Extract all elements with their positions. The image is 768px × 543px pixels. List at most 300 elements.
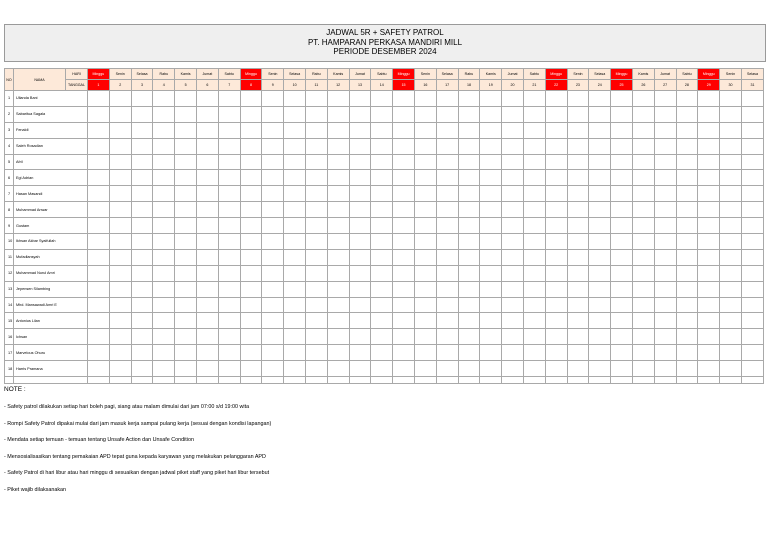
schedule-cell	[240, 377, 262, 384]
schedule-cell	[109, 249, 131, 265]
schedule-cell	[349, 297, 371, 313]
schedule-cell	[567, 249, 589, 265]
day-header: Senin	[262, 69, 284, 80]
date-header: 7	[218, 80, 240, 91]
schedule-cell	[545, 218, 567, 234]
schedule-cell	[88, 377, 110, 384]
day-header: Kamis	[175, 69, 197, 80]
schedule-cell	[502, 91, 524, 107]
schedule-cell	[218, 170, 240, 186]
schedule-cell	[698, 170, 720, 186]
table-row	[5, 297, 764, 313]
schedule-cell	[698, 106, 720, 122]
patrol-cell	[523, 313, 545, 329]
schedule-cell	[153, 91, 175, 107]
schedule-cell	[611, 154, 633, 170]
schedule-cell	[523, 106, 545, 122]
schedule-cell	[676, 361, 698, 377]
schedule-cell	[502, 202, 524, 218]
row-name: Gustam	[14, 218, 88, 234]
schedule-cell	[414, 361, 436, 377]
schedule-cell	[349, 218, 371, 234]
patrol-cell	[654, 234, 676, 250]
schedule-cell	[436, 265, 458, 281]
patrol-cell	[262, 122, 284, 138]
schedule-cell	[567, 202, 589, 218]
header-row-dates	[5, 80, 764, 91]
schedule-cell	[741, 265, 763, 281]
patrol-cell	[131, 329, 153, 345]
date-header: 25	[611, 80, 633, 91]
schedule-cell	[109, 154, 131, 170]
note-item: - Mensosialisasikan tentang pemakaian APD tepat guna kepada karyawan yang melakukan pelanggaran APD	[4, 453, 266, 460]
patrol-cell	[153, 234, 175, 250]
schedule-cell	[502, 281, 524, 297]
schedule-cell	[262, 154, 284, 170]
schedule-cell	[523, 361, 545, 377]
schedule-cell	[393, 91, 415, 107]
schedule-cell	[436, 345, 458, 361]
schedule-cell	[218, 313, 240, 329]
schedule-cell	[632, 170, 654, 186]
schedule-cell	[523, 138, 545, 154]
table-row	[5, 154, 764, 170]
day-header: Minggu	[240, 69, 262, 80]
schedule-cell	[458, 377, 480, 384]
schedule-cell	[305, 313, 327, 329]
schedule-cell	[523, 218, 545, 234]
schedule-cell	[240, 138, 262, 154]
table-row	[5, 170, 764, 186]
schedule-cell	[676, 377, 698, 384]
notes-title: NOTE :	[4, 386, 26, 393]
schedule-cell	[458, 345, 480, 361]
schedule-cell	[589, 361, 611, 377]
day-label: HARI	[66, 69, 88, 80]
day-header: Kamis	[327, 69, 349, 80]
schedule-cell	[284, 361, 306, 377]
schedule-cell	[502, 329, 524, 345]
schedule-cell	[109, 170, 131, 186]
schedule-cell	[458, 138, 480, 154]
date-header: 5	[175, 80, 197, 91]
schedule-cell	[632, 249, 654, 265]
schedule-cell	[611, 234, 633, 250]
patrol-cell	[284, 234, 306, 250]
schedule-cell	[720, 377, 742, 384]
schedule-cell	[262, 202, 284, 218]
patrol-cell	[567, 234, 589, 250]
row-number: 13	[5, 281, 14, 297]
schedule-cell	[240, 91, 262, 107]
schedule-cell	[88, 91, 110, 107]
schedule-cell	[88, 186, 110, 202]
patrol-cell	[502, 234, 524, 250]
schedule-cell	[197, 345, 219, 361]
row-number: 18	[5, 361, 14, 377]
schedule-cell	[480, 186, 502, 202]
schedule-cell	[502, 313, 524, 329]
date-header: 19	[480, 80, 502, 91]
schedule-cell	[197, 170, 219, 186]
row-name: Ikhsan Akbar Syaifullah	[14, 234, 88, 250]
schedule-cell	[240, 265, 262, 281]
schedule-cell	[349, 154, 371, 170]
schedule-cell	[393, 313, 415, 329]
date-header: 4	[153, 80, 175, 91]
schedule-cell	[197, 202, 219, 218]
schedule-cell	[611, 106, 633, 122]
schedule-cell	[175, 202, 197, 218]
schedule-cell	[611, 345, 633, 361]
schedule-cell	[327, 91, 349, 107]
schedule-cell	[131, 249, 153, 265]
schedule-cell	[371, 297, 393, 313]
schedule-cell	[654, 345, 676, 361]
schedule-cell	[349, 170, 371, 186]
schedule-cell	[676, 170, 698, 186]
schedule-cell	[458, 361, 480, 377]
patrol-cell	[327, 234, 349, 250]
schedule-cell	[720, 91, 742, 107]
schedule-cell	[414, 345, 436, 361]
schedule-cell	[153, 297, 175, 313]
patrol-cell	[480, 281, 502, 297]
patrol-cell	[262, 234, 284, 250]
schedule-cell	[305, 281, 327, 297]
schedule-cell	[88, 313, 110, 329]
title-line-2: PT. HAMPARAN PERKASA MANDIRI MILL	[307, 37, 463, 47]
patrol-cell	[414, 218, 436, 234]
schedule-cell	[109, 265, 131, 281]
schedule-cell	[458, 329, 480, 345]
table-row	[5, 218, 764, 234]
patrol-cell	[458, 234, 480, 250]
schedule-cell	[589, 265, 611, 281]
patrol-cell	[480, 234, 502, 250]
day-header: Senin	[567, 69, 589, 80]
schedule-cell	[153, 265, 175, 281]
schedule-cell	[327, 329, 349, 345]
schedule-cell	[284, 218, 306, 234]
schedule-cell	[741, 170, 763, 186]
schedule-cell	[654, 361, 676, 377]
schedule-cell	[218, 345, 240, 361]
schedule-cell	[175, 345, 197, 361]
schedule-cell	[676, 345, 698, 361]
patrol-cell	[218, 106, 240, 122]
schedule-cell	[327, 218, 349, 234]
schedule-cell	[284, 186, 306, 202]
schedule-cell	[567, 154, 589, 170]
day-header: Minggu	[611, 69, 633, 80]
schedule-cell	[393, 281, 415, 297]
schedule-cell	[567, 186, 589, 202]
schedule-cell	[480, 345, 502, 361]
patrol-cell	[153, 345, 175, 361]
schedule-cell	[262, 281, 284, 297]
date-header: 29	[698, 80, 720, 91]
schedule-cell	[371, 313, 393, 329]
schedule-cell	[153, 186, 175, 202]
schedule-cell	[109, 281, 131, 297]
schedule-cell	[218, 91, 240, 107]
schedule-cell	[436, 91, 458, 107]
schedule-cell	[393, 218, 415, 234]
schedule-cell	[414, 138, 436, 154]
schedule-cell	[741, 281, 763, 297]
schedule-cell	[654, 377, 676, 384]
schedule-cell	[676, 313, 698, 329]
schedule-cell	[676, 138, 698, 154]
date-header: 3	[131, 80, 153, 91]
schedule-cell	[698, 281, 720, 297]
schedule-cell	[109, 106, 131, 122]
schedule-cell	[720, 345, 742, 361]
schedule-cell	[632, 122, 654, 138]
schedule-cell	[109, 202, 131, 218]
patrol-cell	[589, 234, 611, 250]
row-number: 9	[5, 218, 14, 234]
schedule-cell	[567, 91, 589, 107]
schedule-cell	[589, 91, 611, 107]
schedule-cell	[88, 138, 110, 154]
schedule-cell	[698, 234, 720, 250]
schedule-cell	[305, 249, 327, 265]
schedule-cell	[109, 345, 131, 361]
schedule-cell	[88, 281, 110, 297]
schedule-cell	[654, 170, 676, 186]
schedule-cell	[175, 297, 197, 313]
schedule-cell	[240, 281, 262, 297]
schedule-cell	[349, 345, 371, 361]
schedule-cell	[654, 154, 676, 170]
schedule-cell	[589, 138, 611, 154]
row-name: Afril	[14, 154, 88, 170]
notes-section	[4, 386, 744, 498]
row-name: Mufadlansyah	[14, 249, 88, 265]
schedule-cell	[436, 138, 458, 154]
empty-cell	[14, 377, 88, 384]
schedule-cell	[720, 361, 742, 377]
row-number: 17	[5, 345, 14, 361]
schedule-cell	[175, 265, 197, 281]
schedule-cell	[611, 249, 633, 265]
schedule-cell	[480, 218, 502, 234]
schedule-cell	[698, 313, 720, 329]
schedule-cell	[632, 297, 654, 313]
schedule-cell	[175, 329, 197, 345]
schedule-cell	[611, 265, 633, 281]
schedule-cell	[131, 202, 153, 218]
schedule-cell	[654, 265, 676, 281]
schedule-cell	[676, 329, 698, 345]
schedule-cell	[327, 297, 349, 313]
schedule-cell	[720, 297, 742, 313]
table-row	[5, 281, 764, 297]
date-header: 30	[720, 80, 742, 91]
schedule-cell	[567, 313, 589, 329]
schedule-cell	[611, 91, 633, 107]
schedule-cell	[262, 297, 284, 313]
schedule-cell	[611, 202, 633, 218]
schedule-cell	[480, 170, 502, 186]
schedule-cell	[197, 154, 219, 170]
schedule-cell	[175, 377, 197, 384]
schedule-cell	[371, 154, 393, 170]
day-header: Sabtu	[218, 69, 240, 80]
schedule-cell	[153, 202, 175, 218]
schedule-cell	[720, 265, 742, 281]
table-row	[5, 345, 764, 361]
schedule-cell	[480, 91, 502, 107]
schedule-cell	[197, 249, 219, 265]
table-row	[5, 202, 764, 218]
schedule-cell	[175, 170, 197, 186]
schedule-cell	[131, 106, 153, 122]
schedule-cell	[523, 202, 545, 218]
schedule-cell	[240, 329, 262, 345]
schedule-cell	[109, 218, 131, 234]
schedule-cell	[720, 138, 742, 154]
schedule-cell	[262, 329, 284, 345]
schedule-cell	[632, 281, 654, 297]
patrol-cell	[371, 234, 393, 250]
schedule-cell	[545, 281, 567, 297]
schedule-cell	[698, 361, 720, 377]
day-header: Minggu	[698, 69, 720, 80]
schedule-cell	[720, 202, 742, 218]
schedule-cell	[175, 313, 197, 329]
schedule-cell	[284, 377, 306, 384]
patrol-cell	[720, 234, 742, 250]
schedule-cell	[567, 138, 589, 154]
patrol-cell	[632, 234, 654, 250]
schedule-cell	[480, 106, 502, 122]
schedule-cell	[589, 154, 611, 170]
schedule-cell	[545, 186, 567, 202]
schedule-cell	[393, 170, 415, 186]
schedule-cell	[502, 186, 524, 202]
schedule-cell	[197, 138, 219, 154]
schedule-cell	[611, 186, 633, 202]
schedule-cell	[349, 202, 371, 218]
schedule-cell	[698, 218, 720, 234]
schedule-cell	[153, 313, 175, 329]
schedule-cell	[523, 249, 545, 265]
schedule-cell	[305, 218, 327, 234]
schedule-cell	[436, 281, 458, 297]
title-line-1: JADWAL 5R + SAFETY PATROL	[326, 28, 444, 37]
day-header: Rabu	[153, 69, 175, 80]
schedule-cell	[305, 265, 327, 281]
day-header: Minggu	[88, 69, 110, 80]
schedule-cell	[589, 202, 611, 218]
date-label: TANGGAL	[66, 80, 88, 91]
schedule-cell	[262, 91, 284, 107]
schedule-cell	[327, 313, 349, 329]
schedule-cell	[611, 218, 633, 234]
schedule-cell	[305, 297, 327, 313]
schedule-cell	[741, 218, 763, 234]
schedule-cell	[458, 218, 480, 234]
schedule-cell	[371, 329, 393, 345]
schedule-cell	[327, 281, 349, 297]
schedule-cell	[371, 170, 393, 186]
schedule-cell	[698, 202, 720, 218]
schedule-cell	[393, 234, 415, 250]
schedule-cell	[305, 186, 327, 202]
schedule-cell	[327, 122, 349, 138]
schedule-cell	[175, 138, 197, 154]
table-row	[5, 106, 764, 122]
schedule-cell	[371, 249, 393, 265]
schedule-cell	[284, 202, 306, 218]
schedule-cell	[262, 265, 284, 281]
date-header: 2	[109, 80, 131, 91]
schedule-cell	[567, 361, 589, 377]
schedule-cell	[349, 313, 371, 329]
schedule-cell	[567, 377, 589, 384]
schedule-cell	[523, 281, 545, 297]
schedule-cell	[197, 361, 219, 377]
schedule-cell	[240, 218, 262, 234]
schedule-cell	[676, 91, 698, 107]
patrol-cell	[305, 234, 327, 250]
patrol-cell	[349, 186, 371, 202]
patrol-cell	[175, 361, 197, 377]
schedule-cell	[131, 265, 153, 281]
schedule-cell	[284, 91, 306, 107]
schedule-cell	[414, 122, 436, 138]
schedule-cell	[502, 249, 524, 265]
schedule-cell	[131, 297, 153, 313]
schedule-cell	[502, 265, 524, 281]
schedule-cell	[88, 297, 110, 313]
schedule-cell	[741, 122, 763, 138]
schedule-cell	[741, 91, 763, 107]
date-header: 26	[632, 80, 654, 91]
schedule-cell	[523, 186, 545, 202]
schedule-cell	[262, 361, 284, 377]
day-header: Jumat	[197, 69, 219, 80]
date-header: 14	[371, 80, 393, 91]
schedule-cell	[632, 329, 654, 345]
schedule-cell	[502, 106, 524, 122]
day-header: Selasa	[284, 69, 306, 80]
patrol-cell	[567, 329, 589, 345]
schedule-cell	[153, 218, 175, 234]
schedule-cell	[523, 297, 545, 313]
schedule-cell	[218, 249, 240, 265]
schedule-cell	[480, 122, 502, 138]
schedule-cell	[589, 329, 611, 345]
schedule-cell	[676, 218, 698, 234]
schedule-cell	[88, 249, 110, 265]
date-header: 17	[436, 80, 458, 91]
schedule-cell	[305, 361, 327, 377]
schedule-cell	[502, 218, 524, 234]
schedule-cell	[131, 313, 153, 329]
schedule-cell	[349, 138, 371, 154]
schedule-cell	[371, 361, 393, 377]
schedule-cell	[654, 218, 676, 234]
date-header: 28	[676, 80, 698, 91]
schedule-cell	[175, 186, 197, 202]
note-item: - Rompi Safety Patrol dipakai mulai dari jam masuk kerja sampai pulang kerja (sesuai dengan kondisi lapangan)	[4, 420, 272, 427]
schedule-cell	[654, 249, 676, 265]
schedule-cell	[131, 345, 153, 361]
